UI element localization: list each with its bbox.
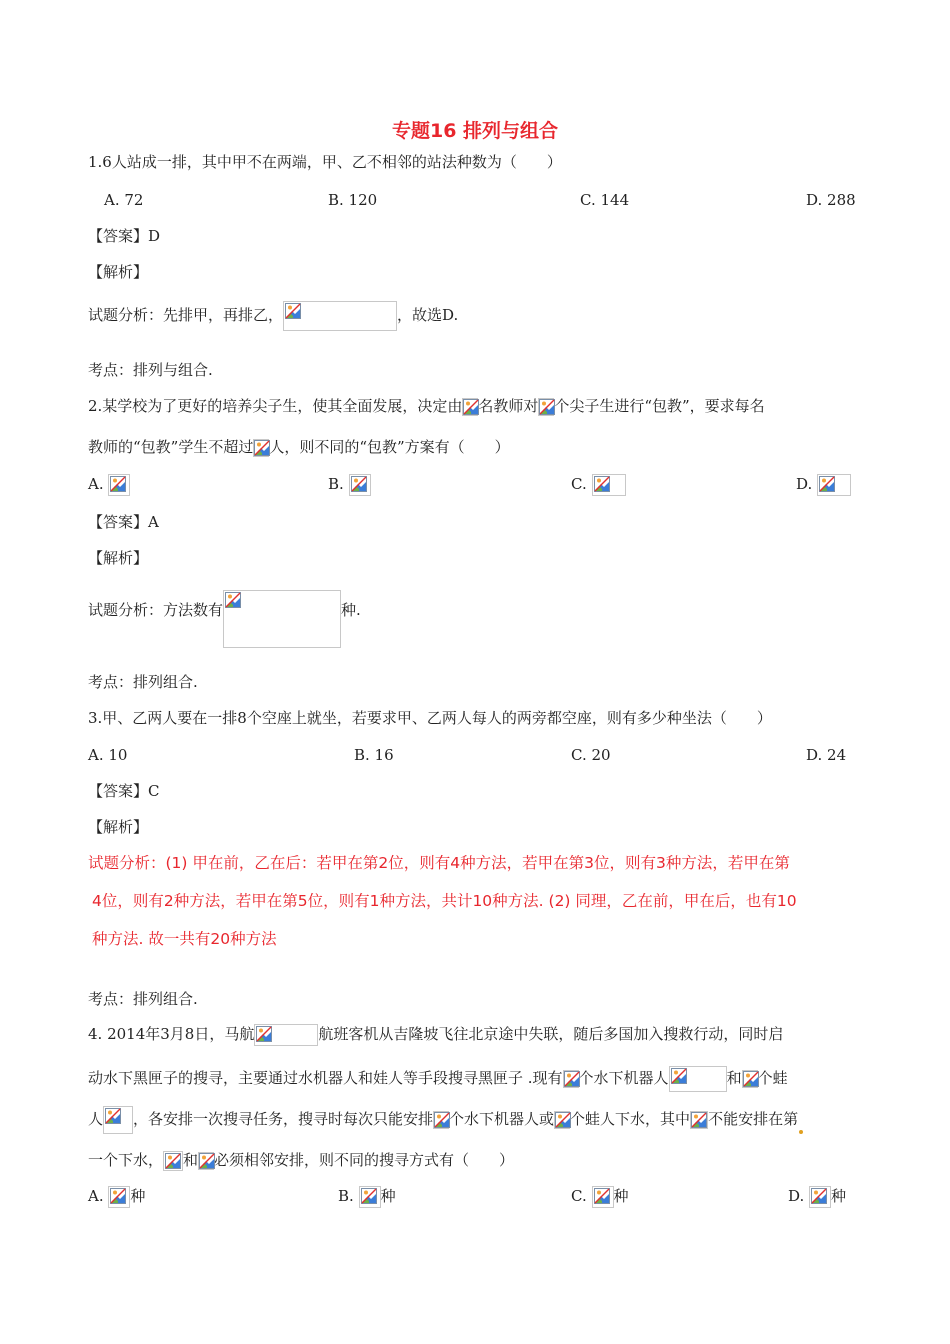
q4-stem-part: 个水下机器人 xyxy=(578,1069,669,1087)
q3-stem: 3.甲、乙两人要在一排8个空座上就坐，若要求甲、乙两人每人的两旁都空座，则有多少种坐法（ ） xyxy=(88,709,772,727)
q4-stem-part: 个蛙人下水，其中 xyxy=(570,1110,691,1128)
formula-image-icon xyxy=(253,439,269,457)
q3-analysis-line-2: 4位，则有2种方法，若甲在第5位，则有1种方法，共计10种方法. (2) 同理，乙在前，甲在后，也有10 xyxy=(92,892,797,910)
q4-option-b-label: B. xyxy=(338,1187,354,1205)
q4-stem-part: ，各安排一次搜寻任务，搜寻时每次只能安排 xyxy=(133,1110,434,1128)
q4-option-unit: 种 xyxy=(380,1187,396,1205)
q3-option-a: A. 10 xyxy=(88,746,128,764)
q2-stem-part: 名教师对 xyxy=(478,397,539,415)
formula-image-icon xyxy=(433,1111,449,1129)
q1-analysis-heading: 【解析】 xyxy=(88,263,149,281)
q2-stem-part: 人，则不同的“包教”方案有（ ） xyxy=(269,438,510,456)
q2-option-a-label: A. xyxy=(88,475,104,493)
q2-option-b-label: B. xyxy=(328,475,344,493)
q3-analysis-heading: 【解析】 xyxy=(88,818,149,836)
q4-stem-part: 个水下机器人或 xyxy=(449,1110,555,1128)
q2-analysis-text: 试题分析：方法数有 xyxy=(88,601,224,619)
q4-stem-part: 人 xyxy=(88,1110,104,1128)
q4-stem-part: 4. 2014年3月8日，马航 xyxy=(88,1025,255,1043)
q4-option-c-label: C. xyxy=(571,1187,587,1205)
q3-option-c: C. 20 xyxy=(571,746,611,764)
q4-stem-part: 不能安排在第 xyxy=(708,1110,799,1128)
q1-stem: 1.6人站成一排，其中甲不在两端，甲、乙不相邻的站法种数为（ ） xyxy=(88,153,562,171)
formula-image-icon xyxy=(359,1186,381,1208)
formula-image-icon xyxy=(283,301,397,331)
formula-image-icon xyxy=(669,1066,727,1092)
formula-image-icon xyxy=(592,474,626,496)
formula-image-icon xyxy=(563,1070,579,1088)
formula-image-icon xyxy=(254,1024,318,1046)
formula-image-icon xyxy=(742,1070,758,1088)
formula-image-icon xyxy=(223,590,341,648)
q3-analysis-line-1: 试题分析：(1) 甲在前，乙在后：若甲在第2位，则有4种方法，若甲在第3位，则有3种方法，若甲在第 xyxy=(88,854,790,872)
q3-option-d: D. 24 xyxy=(806,746,847,764)
q3-option-b: B. 16 xyxy=(354,746,394,764)
formula-image-icon xyxy=(817,474,851,496)
formula-image-icon xyxy=(108,1186,130,1208)
q4-stem-part: 个蛙 xyxy=(757,1069,788,1087)
q2-answer: 【答案】A xyxy=(88,513,159,531)
q4-option-unit: 种 xyxy=(130,1187,146,1205)
q4-stem-part: 和 xyxy=(726,1069,742,1087)
q4-stem-part: 必须相邻安排，则不同的搜寻方式有（ ） xyxy=(214,1151,515,1169)
formula-image-icon xyxy=(538,398,554,416)
q3-kaodian: 考点：排列组合. xyxy=(88,990,198,1008)
q2-stem-part: 个尖子生进行“包教”，要求每名 xyxy=(554,397,765,415)
q1-option-a: A. 72 xyxy=(104,191,144,209)
q1-answer: 【答案】D xyxy=(88,227,161,245)
formula-image-icon xyxy=(349,474,371,496)
q4-option-unit: 种 xyxy=(613,1187,629,1205)
q4-stem-part: 一个下水， xyxy=(88,1151,164,1169)
formula-image-icon xyxy=(462,398,478,416)
q2-option-d-label: D. xyxy=(796,475,813,493)
q2-stem-part: 2.某学校为了更好的培养尖子生，使其全面发展，决定由 xyxy=(88,397,463,415)
q4-option-d-label: D. xyxy=(788,1187,805,1205)
q1-analysis-text: 试题分析：先排甲，再排乙， xyxy=(88,306,284,324)
q4-stem-part: 航班客机从吉隆坡飞往北京途中失联，随后多国加入搜救行动，同时启 xyxy=(318,1025,784,1043)
page-title: 专题16 排列与组合 xyxy=(391,120,559,142)
q4-option-a-label: A. xyxy=(88,1187,104,1205)
q4-stem-part: 动水下黑匣子的搜寻，主要通过水机器人和娃人等手段搜寻黑匣子 .现有 xyxy=(88,1069,563,1087)
q4-stem-part: 和 xyxy=(183,1151,199,1169)
ink-dot xyxy=(799,1130,803,1134)
formula-image-icon xyxy=(554,1111,570,1129)
formula-image-icon xyxy=(163,1151,183,1171)
q2-analysis-text-end: 种. xyxy=(341,601,361,619)
q4-option-unit: 种 xyxy=(831,1187,847,1205)
q2-kaodian: 考点：排列组合. xyxy=(88,673,198,691)
q1-option-d: D. 288 xyxy=(806,191,856,209)
q1-option-b: B. 120 xyxy=(328,191,378,209)
q1-option-c: C. 144 xyxy=(580,191,630,209)
formula-image-icon xyxy=(108,474,130,496)
formula-image-icon xyxy=(198,1152,214,1170)
formula-image-icon xyxy=(592,1186,614,1208)
q2-analysis-heading: 【解析】 xyxy=(88,549,149,567)
q3-analysis-line-3: 种方法. 故一共有20种方法 xyxy=(92,930,277,948)
q1-kaodian: 考点：排列与组合. xyxy=(88,361,213,379)
q2-option-c-label: C. xyxy=(571,475,587,493)
formula-image-icon xyxy=(690,1111,708,1129)
q3-answer: 【答案】C xyxy=(88,782,160,800)
q1-analysis-text-end: ，故选D. xyxy=(397,306,459,324)
formula-image-icon xyxy=(103,1106,133,1134)
formula-image-icon xyxy=(809,1186,831,1208)
q2-stem-part: 教师的“包教”学生不超过 xyxy=(88,438,254,456)
